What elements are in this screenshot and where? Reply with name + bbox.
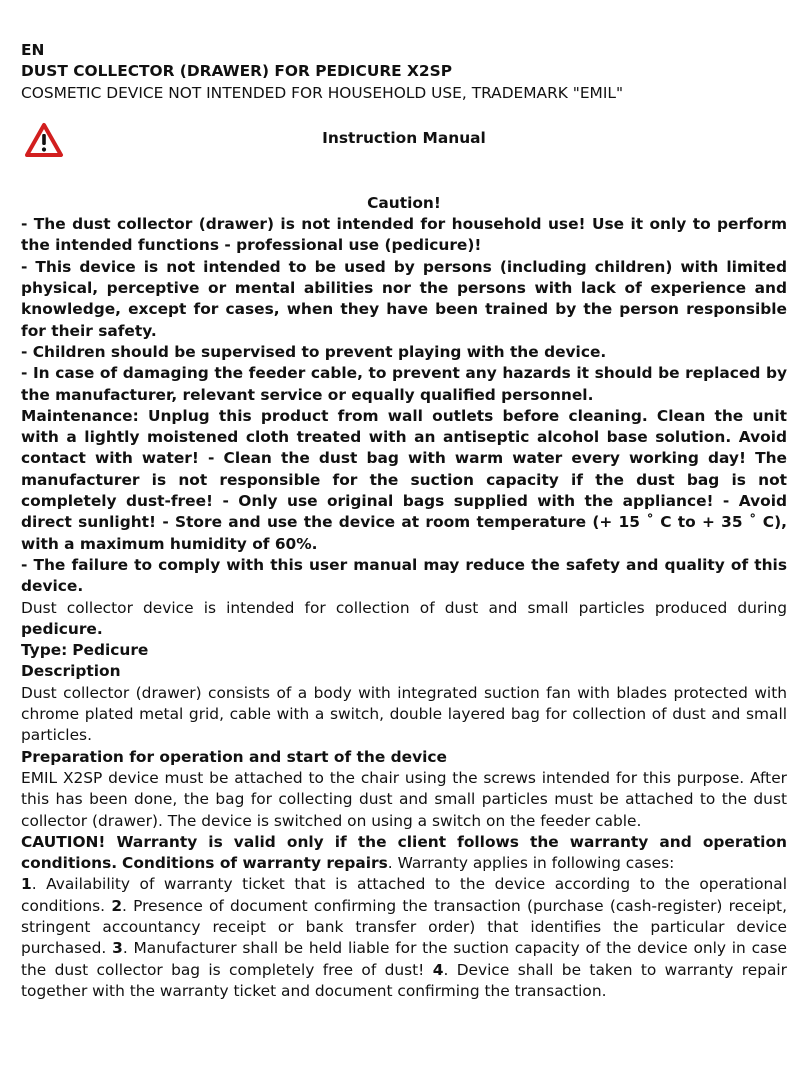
case-number-4: 4 <box>432 960 444 979</box>
case-text-4: . Device shall be taken to warranty repair together with the warranty ticket and document confirming the transaction. <box>21 960 787 1000</box>
warranty-cases <box>21 874 787 1002</box>
language-code: EN <box>21 41 45 59</box>
caution-heading: Caution! <box>367 193 441 212</box>
description-text: Dust collector (drawer) consists of a body with integrated suction fan with blades protected with chrome plated metal grid, cable with a switch, double layered bag for collection of dust and small particles. <box>21 683 787 745</box>
case-number-3: 3 <box>112 939 123 958</box>
warranty-repairs-label: Conditions of warranty repairs <box>122 854 388 873</box>
caution-household: - The dust collector (drawer) is not intended for household use! Use it only to perform the intended functions - professional use (pedicure)! <box>21 215 787 255</box>
warranty-conditions <box>21 832 787 875</box>
type-line <box>21 640 787 661</box>
warranty-intro: . Warranty applies in following cases: <box>387 854 675 873</box>
case-number-2: 2 <box>111 896 123 915</box>
intro-bold-end: pedicure. <box>21 619 103 638</box>
case-number-1: 1 <box>21 875 32 894</box>
type-label: Type: <box>21 641 68 660</box>
manual-title: Instruction Manual <box>322 128 486 147</box>
document-page <box>21 40 787 1002</box>
document-title: DUST COLLECTOR (DRAWER) FOR PEDICURE X2SP <box>21 62 452 81</box>
description-heading: Description <box>21 662 121 681</box>
document-subtitle: COSMETIC DEVICE NOT INTENDED FOR HOUSEHOLD USE, TRADEMARK "EMIL" <box>21 83 624 102</box>
case-text-3: . Manufacturer shall be held liable for the suction capacity of the device only in case the dust collector bag is completely free of dust! <box>21 939 787 979</box>
case-text-2: . Presence of document confirming the transaction (purchase (cash-register) receipt, stringent accountancy receipt or bank transfer order) that identifies the particular device purchased. <box>21 896 787 958</box>
intro-text: Dust collector device is intended for collection of dust and small particles produced during <box>21 598 787 617</box>
preparation-heading: Preparation for operation and start of the device <box>21 747 447 766</box>
warranty-caution: CAUTION! Warranty is valid only if the client follows the warranty and operation conditions. <box>21 832 787 873</box>
manual-title-row <box>21 122 787 158</box>
caution-persons: - This device is not intended to be used by persons (including children) with limited physical, perceptive or mental abilities nor the persons with lack of experience and knowledge, except for cases, when they have been trained by the person responsible for their safety. <box>21 257 787 340</box>
caution-children: - Children should be supervised to prevent playing with the device. <box>21 342 607 361</box>
caution-compliance: - The failure to comply with this user manual may reduce the safety and quality of this device. <box>21 555 787 596</box>
intro-paragraph <box>21 598 787 619</box>
case-text-1: . Availability of warranty ticket that is attached to the device according to the operational conditions. <box>21 875 787 915</box>
type-value: Pedicure <box>72 641 149 660</box>
caution-cable: - In case of damaging the feeder cable, to prevent any hazards it should be replaced by the manufacturer, relevant service or equally qualified personnel. <box>21 364 787 404</box>
maintenance-paragraph: Maintenance: Unplug this product from wall outlets before cleaning. Clean the unit with a lightly moistened cloth treated with an antiseptic alcohol base solution. Avoid contact with water! - Clean the dust bag with warm water every working day! The manufacturer is not responsible for the suction capacity if the dust bag is not completely dust-free! - Only use original bags supplied with the appliance! - Avoid direct sunlight! - Store and use the device at room temperature (+ 15 ˚ C to + 35 ˚ C), with a maximum humidity of 60%. <box>21 406 787 553</box>
preparation-text: EMIL X2SP device must be attached to the chair using the screws intended for this purpose. After this has been done, the bag for collecting dust and small particles must be attached to the dust collector (drawer). The device is switched on using a switch on the feeder cable. <box>21 768 787 830</box>
